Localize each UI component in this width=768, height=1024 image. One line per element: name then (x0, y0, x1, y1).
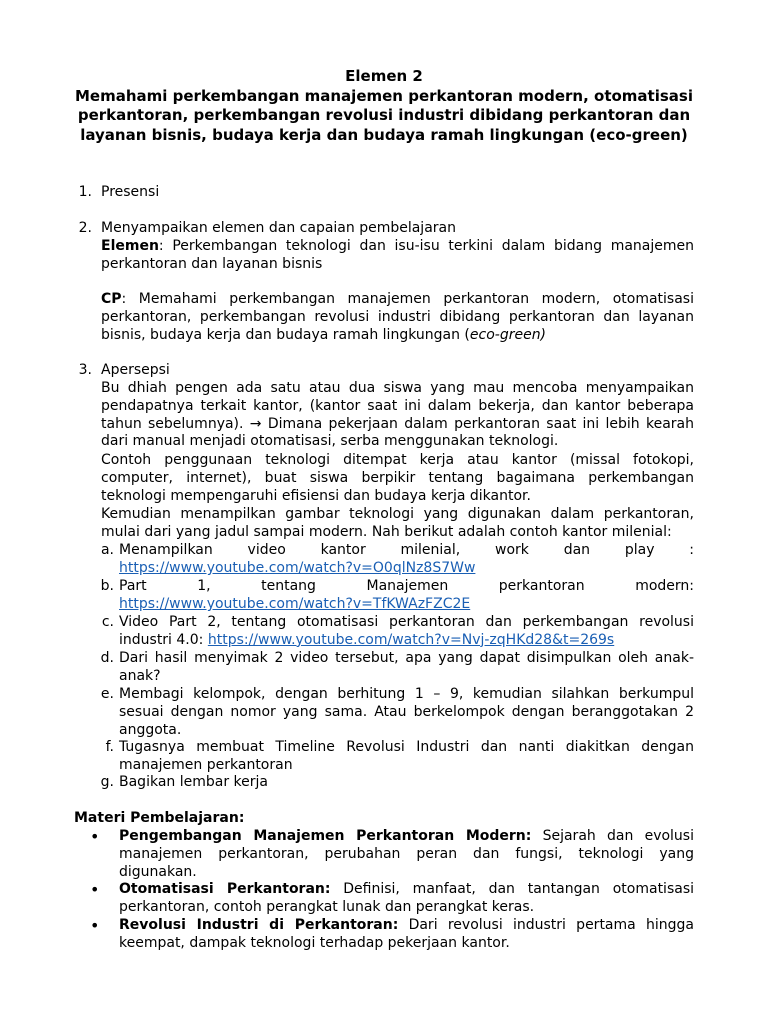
subitem-letter-e: e. (100, 686, 114, 702)
materi-item-2 (119, 881, 694, 917)
subitem-c-text: Video Part 2, tentang otomatisasi perkantoran dan perkembangan revolusi industri 4.0: (119, 614, 694, 648)
elemen-text: : Perkembangan teknologi dan isu-isu terkini dalam bidang manajemen perkantoran dan layanan bisnis (101, 238, 694, 272)
materi-item-2-label: Otomatisasi Perkantoran: (119, 881, 331, 897)
materi-heading: Materi Pembelajaran: (74, 810, 245, 826)
subitem-f-text: Tugasnya membuat Timeline Revolusi Industri dan nanti diakitkan dengan manajemen perkantoran (119, 739, 694, 773)
video-link-manajemen-perkantoran[interactable]: https://www.youtube.com/watch?v=TfKWAzFZC2E (119, 596, 471, 612)
cp-text: : Memahami perkembangan manajemen perkantoran modern, otomatisasi perkantoran, perkembangan revolusi industri dibidang perkantoran dan layanan bisnis, budaya kerja dan budaya ramah lingkungan ( (101, 291, 694, 343)
materi-item-2-text: Definisi, manfaat, dan tantangan otomatisasi perkantoran, contoh perangkat lunak dan perangkat keras. (119, 881, 694, 915)
apersepsi-paragraph-1: Bu dhiah pengen ada satu atau dua siswa yang mau mencoba menyampaikan pendapatnya terkait kantor, (kantor saat ini dalam bekerja, dan kantor beberapa tahun sebelumnya). → Dimana pekerjaan dalam perkantoran saat ini lebih kearah dari manual menjadi otomatisasi, serba menggunakan teknologi. (101, 380, 694, 450)
subitem-a-link-line (119, 560, 694, 578)
apersepsi-paragraph-2: Contoh penggunaan teknologi ditempat kerja atau kantor (missal fotokopi, computer, internet), buat siswa berpikir tentang bagaimana perkembangan teknologi mempengaruhi efisiensi dan budaya kerja dikantor. (101, 452, 694, 504)
subitem-e-text: Membagi kelompok, dengan berhitung 1 – 9, kemudian silahkan berkumpul sesuai dengan nomor yang sama. Atau berkelompok dengan beranggotakan 2 anggota. (119, 686, 694, 738)
bullet-icon: • (90, 916, 100, 935)
materi-item-3-label: Revolusi Industri di Perkantoran: (119, 917, 399, 933)
elemen-paragraph (101, 238, 694, 274)
subitem-letter-g: g. (100, 774, 114, 790)
subitem-g-text: Bagikan lembar kerja (119, 774, 268, 790)
video-link-otomatisasi[interactable]: https://www.youtube.com/watch?v=Nvj-zqHKd28&t=269s (207, 631, 615, 648)
list-item-elemen-capaian: Menyampaikan elemen dan capaian pembelajaran (101, 220, 456, 236)
cp-italic: eco-green) (469, 326, 547, 343)
subitem-letter-f: f. (105, 739, 114, 755)
list-item-apersepsi: Apersepsi (101, 362, 170, 378)
page-title: Elemen 2 (345, 67, 423, 85)
cp-label: CP (101, 291, 122, 307)
list-number-3: 3. (78, 362, 92, 378)
video-link-kantor-milenial[interactable]: https://www.youtube.com/watch?v=O0qlNz8S7Ww (119, 560, 476, 576)
materi-item-3-text: Dari revolusi industri pertama hingga keempat, dampak teknologi terhadap pekerjaan kantor. (119, 917, 694, 951)
apersepsi-paragraph-3: Kemudian menampilkan gambar teknologi yang digunakan dalam perkantoran, mulai dari yang jadul sampai modern. Nah berikut adalah contoh kantor milenial: (101, 506, 694, 540)
page-subtitle: Memahami perkembangan manajemen perkantoran modern, otomatisasi perkantoran, perkembangan revolusi industri dibidang perkantoran dan layanan bisnis, budaya kerja dan budaya ramah lingkungan (eco-green) (75, 86, 693, 144)
bullet-icon: • (90, 827, 100, 846)
materi-item-3 (119, 917, 694, 953)
bullet-icon: • (90, 880, 100, 899)
subitem-c-paragraph (119, 614, 694, 650)
materi-item-1 (119, 828, 694, 881)
subitem-b-link-line (119, 596, 694, 614)
subitem-letter-c: c. (101, 614, 114, 630)
document-heading (74, 67, 694, 145)
subitem-letter-a: a. (100, 542, 114, 558)
subitem-a-text: Menampilkan video kantor milenial, work dan play : (119, 542, 694, 558)
subitem-b-text: Part 1, tentang Manajemen perkantoran modern: (119, 578, 694, 594)
subitem-letter-d: d. (100, 650, 114, 666)
materi-item-1-text: Sejarah dan evolusi manajemen perkantoran, perubahan peran dan fungsi, teknologi yang digunakan. (119, 828, 694, 880)
list-number-1: 1. (78, 184, 92, 200)
list-item-presensi: Presensi (101, 184, 160, 200)
cp-paragraph (101, 291, 694, 344)
subitem-d-text: Dari hasil menyimak 2 video tersebut, apa yang dapat disimpulkan oleh anak-anak? (119, 650, 694, 684)
elemen-label: Elemen (101, 238, 159, 254)
materi-item-1-label: Pengembangan Manajemen Perkantoran Modern: (119, 828, 532, 844)
subitem-letter-b: b. (100, 578, 114, 594)
list-number-2: 2. (78, 220, 92, 236)
